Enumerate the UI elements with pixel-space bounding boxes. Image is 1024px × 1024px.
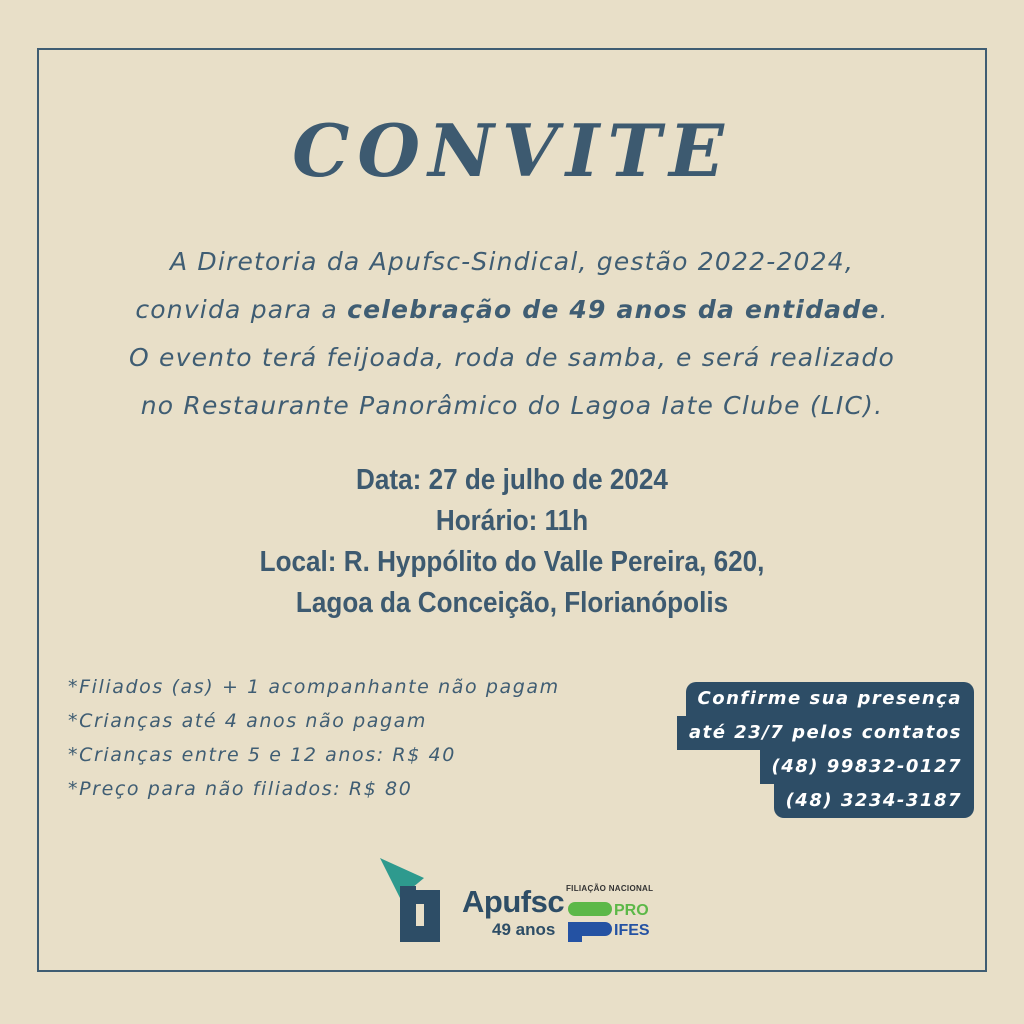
svg-text:PRO: PRO	[614, 902, 649, 919]
invitation-title: CONVITE	[292, 108, 732, 193]
proifes-logo-icon	[566, 898, 681, 944]
intro-line-2: convida para a celebração de 49 anos da entidade.	[135, 295, 889, 324]
note-item: *Crianças entre 5 e 12 anos: R$ 40	[68, 744, 456, 766]
event-location-line-1: Local: R. Hyppólito do Valle Pereira, 620,	[259, 546, 765, 578]
rsvp-line-2: até 23/7 pelos contatos	[677, 716, 974, 750]
apufsc-wordmark: Apufsc	[462, 884, 565, 919]
price-notes	[68, 670, 560, 806]
svg-text:IFES: IFES	[614, 922, 650, 939]
intro-text	[0, 238, 1024, 430]
note-item: *Filiados (as) + 1 acompanhante não pagam	[68, 676, 560, 698]
note-item: *Crianças até 4 anos não pagam	[68, 710, 428, 732]
event-details	[0, 460, 1024, 624]
intro-line-3: O evento terá feijoada, roda de samba, e será realizado	[128, 343, 895, 372]
apufsc-anniversary: 49 anos	[492, 920, 556, 939]
filiacao-label: FILIAÇÃO NACIONAL	[566, 884, 654, 893]
rsvp-line-1: Confirme sua presença	[686, 682, 974, 716]
intro-line-4: no Restaurante Panorâmico do Lagoa Iate Clube (LIC).	[140, 391, 884, 420]
event-time: Horário: 11h	[435, 505, 589, 537]
event-location-line-2: Lagoa da Conceição, Florianópolis	[295, 587, 729, 619]
rsvp-box	[654, 682, 974, 818]
note-item: *Preço para não filiados: R$ 80	[68, 778, 413, 800]
intro-line-1: A Diretoria da Apufsc-Sindical, gestão 2022-2024,	[169, 247, 855, 276]
event-date: Data: 27 de julho de 2024	[356, 464, 668, 496]
intro-highlight: celebração de 49 anos da entidade	[347, 295, 880, 324]
rsvp-phone-2: (48) 3234-3187	[774, 784, 974, 818]
rsvp-phone-1: (48) 99832-0127	[760, 750, 974, 784]
